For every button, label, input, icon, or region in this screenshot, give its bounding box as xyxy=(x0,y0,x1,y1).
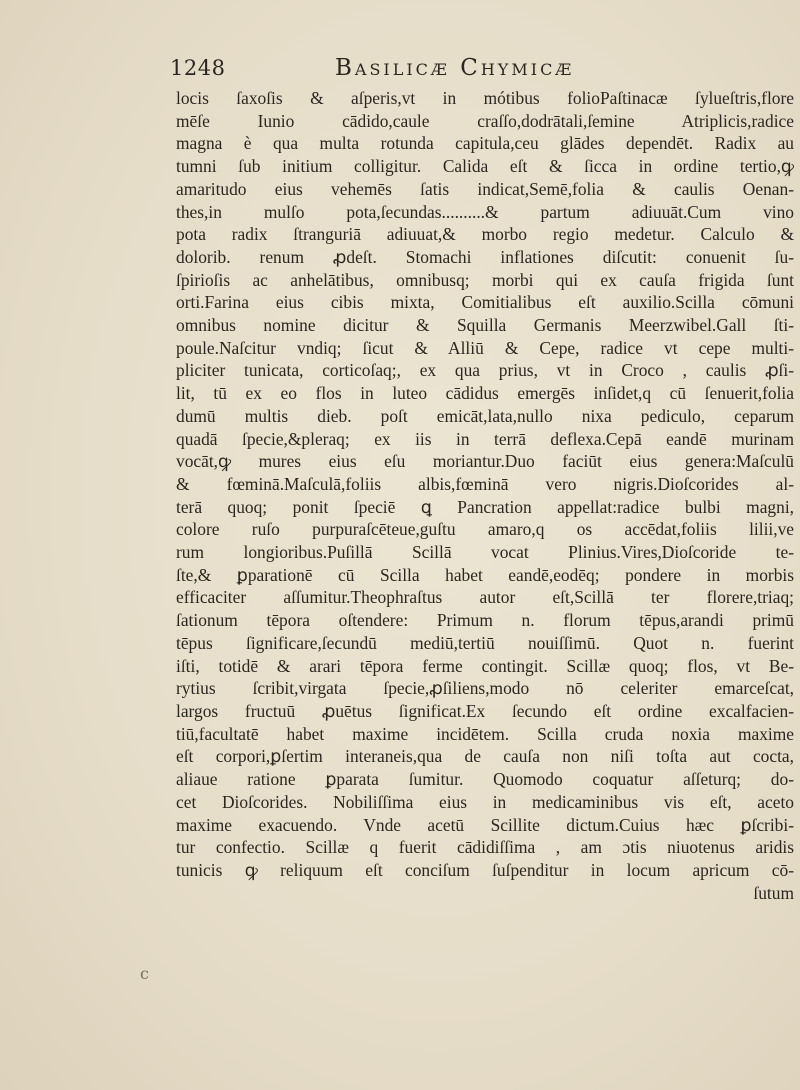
text-line: eſt corpori,ꝑſertim interaneis,qua de cauſa non niſi toſta aut cocta, xyxy=(176,746,794,767)
text-line: dumū multis dieb. poſt emicāt,lata,nullo nixa pediculo, ceparum xyxy=(176,405,794,426)
text-line: tunicis ꝙ reliquum eſt conciſum ſuſpenditur in locum apricum cō- xyxy=(176,859,794,880)
body-text xyxy=(176,87,794,904)
text-line: aliaue ratione ꝑparata ſumitur. Quomodo coquatur aſſeturq; do- xyxy=(176,769,794,790)
text-line: ſpirioſis ac anhelātibus, omnibusq; morbi qui ex cauſa frigida ſunt xyxy=(176,269,794,290)
text-line: tumni ſub initium colligitur. Calida eſt & ſicca in ordine tertio,ꝙ xyxy=(176,156,794,177)
running-title: Basilicæ Chymicæ xyxy=(335,55,575,81)
text-line: efficaciter aſſumitur.Theophraſtus autor eſt,Scillā ter florere,triaq; xyxy=(176,587,794,608)
text-line: tiū,facultatē habet maxime incidētem. Scilla cruda noxia maxime xyxy=(176,723,794,744)
text-line: ſationum tēpora oſtendere: Primum n. florum tēpus,arandi primū xyxy=(176,610,794,631)
text-line: cet Dioſcorides. Nobiliſſima eius in medicaminibus vis eſt, aceto xyxy=(176,791,794,812)
text-line: pota radix ſtranguriā adiuuat,& morbo regio medetur. Calculo & xyxy=(176,224,794,245)
text-line: vocāt,ꝙ mures eius eſu moriantur.Duo faciūt eius genera:Maſculū xyxy=(176,451,794,472)
text-line: orti.Farina eius cibis mixta, Comitialibus eſt auxilio.Scilla cōmuni xyxy=(176,292,794,313)
margin-mark: c xyxy=(140,964,149,983)
text-line: largos fructuū ꝓuētus ſignificat.Ex ſecundo eſt ordine excalfacien- xyxy=(176,700,794,721)
text-line: mēſe Iunio cādido,caule craſſo,dodrātali,ſemine Atriplicis,radice xyxy=(176,110,794,131)
text-line: ſte,& ꝑparationē cū Scilla habet eandē,eodēq; pondere in morbis xyxy=(176,564,794,585)
text-line: iſti, totidē & arari tēpora ferme contingit. Scillæ quoq; flos, vt Be- xyxy=(176,655,794,676)
text-line: omnibus nomine dicitur & Squilla Germanis Meerzwibel.Gall ſti- xyxy=(176,315,794,336)
text-line: pliciter tunicata, corticoſaq;, ex qua prius, vt in Croco , caulis ꝓſi- xyxy=(176,360,794,381)
text-line: colore ruſo purpuraſcēteue,guſtu amaro,q os accēdat,foliis lilii,ve xyxy=(176,519,794,540)
text-line: magna è qua multa rotunda capitula,ceu glādes dependēt. Radix au xyxy=(176,133,794,154)
text-line: dolorib. renum ꝓdeſt. Stomachi inflationes diſcutit: conuenit ſu- xyxy=(176,246,794,267)
text-line: quadā ſpecie,&pleraq; ex iis in terrā deflexa.Cepā eandē murinam xyxy=(176,428,794,449)
text-line: tur confectio. Scillæ q fuerit cādidiſſima , am ɔtis niuotenus aridis xyxy=(176,837,794,858)
text-line: thes,in mulſo pota,ſecundas..........& partum adiuuāt.Cum vino xyxy=(176,201,794,222)
text-line: maxime exacuendo. Vnde acetū Scillite dictum.Cuius hæc ꝑſcribi- xyxy=(176,814,794,835)
text-line: lit, tū ex eo flos in luteo cādidus emergēs inſidet,q cū ſenuerit,folia xyxy=(176,383,794,404)
text-line: rum longioribus.Puſillā Scillā vocat Plinius.Vires,Dioſcoride te- xyxy=(176,542,794,563)
text-line: ſutum xyxy=(753,882,794,903)
text-line: terā quoq; ponit ſpeciē ꝗ Pancration appellat:radice bulbi magni, xyxy=(176,496,794,517)
text-line: amaritudo eius vehemēs ſatis indicat,Semē,folia & caulis Oenan- xyxy=(176,178,794,199)
text-line: poule.Naſcitur vndiq; ſicut & Alliū & Cepe, radice vt cepe multi- xyxy=(176,337,794,358)
text-line: tēpus ſignificare,ſecundū mediū,tertiū nouiſſimū. Quot n. fuerint xyxy=(176,632,794,653)
text-line: & fœminā.Maſculā,foliis albis,fœminā vero nigris.Dioſcorides al- xyxy=(176,473,794,494)
text-line: rytius ſcribit,virgata ſpecie,ꝓſiliens,modo nō celeriter emarceſcat, xyxy=(176,678,794,699)
page-number: 1248 xyxy=(170,56,226,80)
text-line: locis ſaxoſis & aſperis,vt in mótibus folioPaſtinacæ ſylueſtris,flore xyxy=(176,88,794,108)
